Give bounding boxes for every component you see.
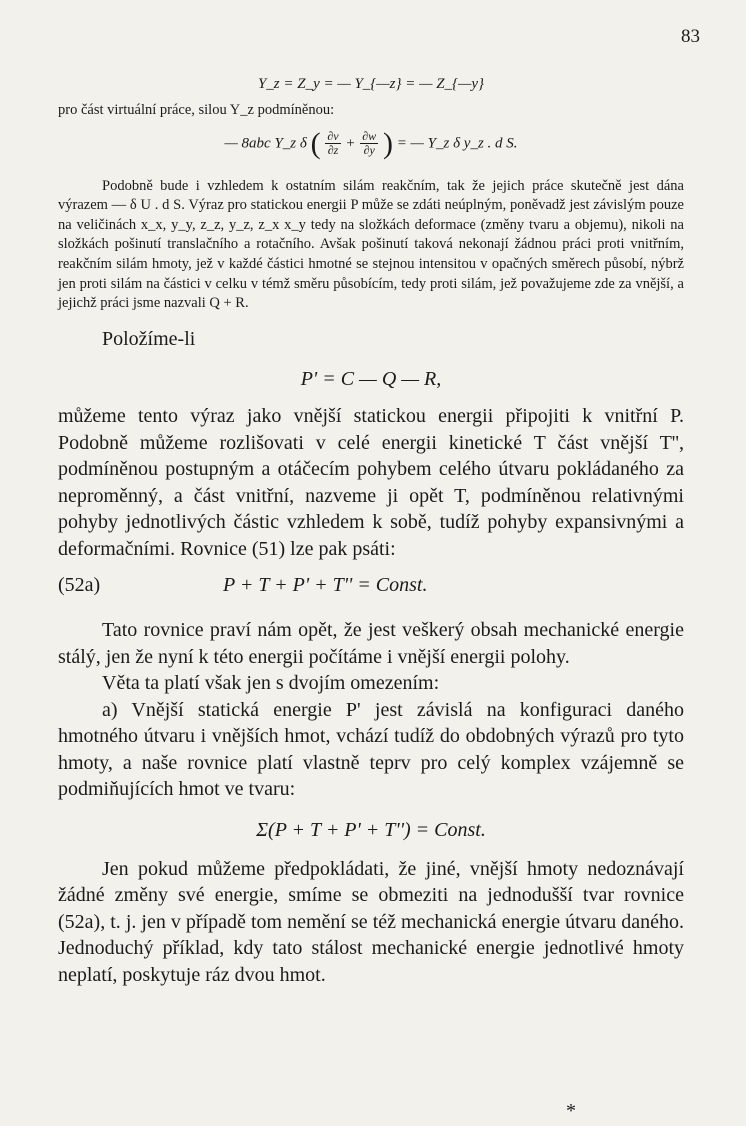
paragraph-conservation: Tato rovnice praví nám opět, že jest veškerý obsah mechanické energie stálý, jen že nyní k této energii počítáme i vnější energii polohy. [58,619,684,668]
equation-reaction-components: Y_z = Z_y = — Y_{—z} = — Z_{—y} [257,76,485,92]
paragraph-simplified-form: Jen pokud můžeme předpokládati, že jiné, vnější hmoty nedoznávají žádné změny své energie, smíme se obmeziti na jednodušší tvar rovnice (52a), t. j. jen v případě tom nemění se též mechanická energie útvaru daného. Jednoduchý příklad, kdy tato stálost mechanické energie jednotlivé hmoty neplatí, poskytuje ráz dvou hmot. [58,857,684,986]
equation-52a [58,574,684,597]
equation-label-52a: (52a) [58,574,101,597]
equation-lhs: — 8abc Y_z δ [224,135,307,152]
equation-rhs: = — Y_z δ y_z . d S. [396,135,518,152]
paragraph-kinetic-energy: můžeme tento výraz jako vnější statickou energii připojiti k vnitřní P. Podobně můžeme rozlišovati v celé energii kinetické T část vnější T'', podmíněnou postupným a otáčecím pohybem celého útvaru pokládaného za neproměnný, a část vnitřní, nazveme ji opět T, podmíněnou relativnými pohyby jednotlivých částic vzhledem k sobě, tudíž pohyby expansivnými a deformačními. Rovnice (51) lze pak psáti: [58,405,684,560]
equation-sum: Σ(P + T + P' + T'') = Const. [256,818,486,841]
fraction-dw-dy: $\frac{\partial w}{\partial y}$ [362,129,377,158]
paragraph-limitation: Věta ta platí však jen s dvojím omezením: [102,672,440,695]
paragraph-static-energy: Podobně bude i vzhledem k ostatním silám reakčním, tak že jejich práce skutečně jest dána výrazem — δ U . d S. Výraz pro statickou energii P může se zdáti neúplným, poněvadž jest závislým pouze na veličinách x_x, y_y, z_z, y_z, z_x x_y tedy na složkách deformace (změny tvaru a objemu), nikoli na složkách pošinutí translačního a rotačního. Avšak pošinutí taková nekonají žádnou práci proti vnitřním, reakčním silám hmoty, jež v každé částici hmotné se stejnou intensitou v opačných směrech působí, nýbrž jen proti silám na částici v celku v témž směru působícím, tedy proti silám, jež považujeme zde za vnější, a jejichž práci jsme nazvali Q + R. [58,177,684,312]
footer-asterisk: * [566,1100,576,1122]
paragraph-virtual-work-intro: pro část virtuální práce, silou Y_z podmíněnou: [58,102,335,118]
page-number: 83 [681,26,700,47]
fraction-dv-dz: $\frac{\partial v}{\partial z}$ [327,129,339,158]
paragraph-polozime: Položíme-li [102,327,196,350]
equation-p-prime: P' = C — Q — R, [300,368,442,391]
page-body [58,70,684,988]
equation-virtual-work: — 8abc Y_z δ ( $\frac{\partial v}{\partial z}$ + $\frac{\partial w}{\partial y}$ ) = — Y_z δ y_z . d S. [224,126,518,160]
paragraph-limitation-a: a) Vnější statická energie P' jest závislá na konfiguraci daného hmotného útvaru i vnějších hmot, vchází tudíž do obdobných výrazů pro tyto hmoty, a naše rovnice platí vlastně teprv pro celý komplex vzájemně se podmiňujících hmot ve tvaru: [58,698,684,801]
equation-52a-body: P + T + P' + T'' = Const. [223,574,428,597]
